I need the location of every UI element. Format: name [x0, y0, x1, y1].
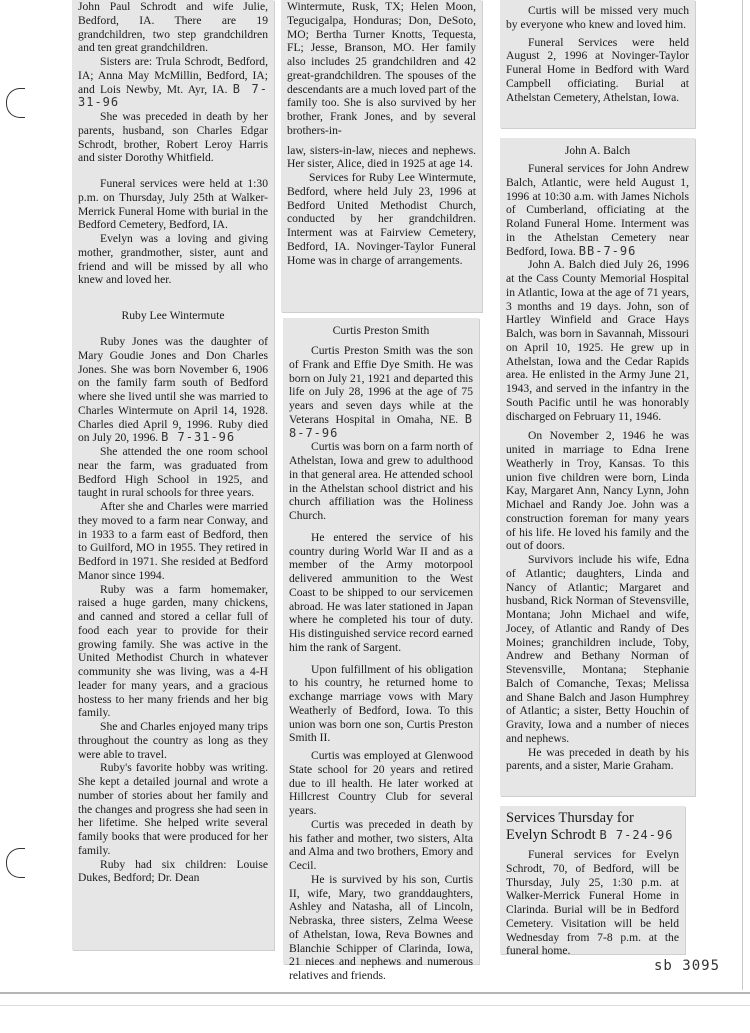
paragraph: Wintermute, Rusk, TX; Helen Moon, Tegucigalpa, Honduras; Don, DeSoto, MO; Bertha Turner Knotts, Tequesta, FL; Jesse, Branson, MO. Her family also includes 25 grandchildren and 42 great-grandchildren. The spouses of the descendants are a much loved part of the family too. She is also survived by her brother, Frank Jones, and by several brothers-in- [287, 0, 476, 137]
paragraph: On November 2, 1946 he was united in marriage to Edna Irene Weatherly in Troy, Kansas. To this union five children were born, Linda Kay, Margaret Ann, Nancy Lynn, John Michael and Randy Joe. John was a construction foreman for many years of his life. He loved his family and the out of doors. [506, 429, 689, 553]
paragraph: She was preceded in death by her parents, husband, son Charles Edgar Schrodt, brother, Robert Leroy Harris and sister Dorothy Whitfield. [78, 110, 268, 165]
paragraph: Evelyn was a loving and giving mother, grandmother, sister, aunt and friend and will be missed by all who knew and loved her. [78, 232, 268, 287]
obituary-heading: Ruby Lee Wintermute [121, 309, 225, 322]
handwritten-date: B 7-31-96 [161, 430, 236, 445]
clipping-evelyn-schrodt-services [500, 806, 685, 958]
paragraph: Upon fulfillment of his obligation to his country, he returned home to exchange marriage vows with Mary Weatherly of Bedford, Iowa. To this union was born one son, Curtis Preston Smith II. [289, 662, 473, 745]
paragraph: Ruby was a farm homemaker, raised a huge garden, many chickens, and canned and stored a cellar full of food each year to provide for their growing family. She was active in the United Methodist Church in whatever community she was living, was a 4-H leader for many years, and a gracious hostess to her many friends and her big family. [78, 582, 268, 720]
article-title: Services Thursday for [506, 810, 634, 826]
clipping-smith-continued [500, 0, 695, 128]
article-title-line-2: Evelyn Schrodt B 7-24-96 [506, 827, 674, 843]
handwritten-date: B 7-31-96 [78, 81, 269, 110]
paragraph: Ruby's favorite hobby was writing. She kept a detailed journal and wrote a number of stories about her family and the changes and progress she had seen in her lifetime. She helped write several family books that were produced for her family. [78, 761, 268, 857]
paragraph: law, sisters-in-law, nieces and nephews. Her sister, Alice, died in 1925 at age 14. [287, 143, 476, 171]
clipping-wintermute-continued [281, 0, 482, 312]
paragraph: She attended the one room school near the farm, was graduated from Bedford High School in 1925, and taught in rural schools for three years. [78, 445, 268, 500]
binder-hole-bottom [6, 848, 25, 878]
paragraph: Services for Ruby Lee Wintermute, Bedford, where held July 23, 1996 at Bedford United Methodist Church, conducted by her grandchildren. Interment was at Fairview Cemetery, Bedford, IA. Novinger-Taylor Funeral Home was in charge of arrangements. [287, 171, 476, 267]
paragraph: Ruby had six children: Louise Dukes, Bedford; Dr. Dean [78, 857, 268, 885]
paragraph: Funeral services were held at 1:30 p.m. on Thursday, July 25th at Walker-Merrick Funeral Home with burial in the Bedford Cemetery, Bedford, IA. [78, 177, 268, 232]
paragraph: He was preceded in death by his parents, and a sister, Marie Graham. [506, 745, 689, 773]
obituary-heading: Curtis Preston Smith [332, 324, 430, 337]
paragraph: After she and Charles were married they moved to a farm near Conway, and in 1933 to a farm east of Bedford, then to Guilford, MO in 1955. They retired in Bedford in 1971. She resided at Bedford Manor since 1994. [78, 500, 268, 582]
paragraph: He is survived by his son, Curtis II, wife, Mary, two granddaughters, Ashley and Natasha, all of Lincoln, Nebraska, three sisters, Zelma Weese of Athelstan, Iowa, Reva Bownes and Blanchie Schipper of Clarinda, Iowa, 21 nieces and nephews and numerous relatives and friends. [289, 872, 473, 982]
paragraph: Funeral services for John Andrew Balch, Atlantic, were held August 1, 1996 at 10:30 a.m. with James Nichols of Cumberland, officiating at the Roland Funeral Home. Interment was in the Athelstan Cemetery near Bedford, Iowa. BB-7-96 [506, 162, 689, 258]
paragraph: Curtis Preston Smith was the son of Frank and Effie Dye Smith. He was born on July 21, 1921 and departed this life on July 28, 1996 at the age of 75 years and seven days while at the Veterans Hospital in Omaha, NE. B 8-7-96 [289, 344, 473, 440]
page-bottom-edge [0, 992, 750, 994]
paragraph: She and Charles enjoyed many trips throughout the country as long as they were able to travel. [78, 720, 268, 761]
paragraph: John Paul Schrodt and wife Julie, Bedford, IA. There are 19 grandchildren, two step grandchildren and ten great grandchildren. [78, 0, 268, 55]
paragraph: Funeral Services were held August 2, 1996 at Novinger-Taylor Funeral Home in Bedford with Ward Campbell officiating. Burial at Athelstan Cemetery, Athelstan, Iowa. [506, 35, 689, 104]
paragraph: Ruby Jones was the daughter of Mary Goudie Jones and Don Charles Jones. She was born November 6, 1906 on the family farm south of Bedford where she lived until she was married to Charles Wintermute on April 14, 1928. Charles died April 9, 1996. Ruby died on July 20, 1996. B 7-31-96 [78, 335, 268, 445]
paragraph: Curtis was born on a farm north of Athelstan, Iowa and grew to adulthood in that general area. He attended school in the Athelstan school district and his church affiliation was the Holiness Church. [289, 440, 473, 522]
paragraph: John A. Balch died July 26, 1996 at the Cass County Memorial Hospital in Atlantic, Iowa at the age of 71 years, 3 months and 19 days. John, son of Hartley Winfield and Grace Hays Balch, was born in Savannah, Missouri on April 10, 1925. He grew up in Athelstan, Iowa and the Cedar Rapids area. He enlisted in the Army June 21, 1943, and served in the infantry in the South Pacific until he was honorably discharged on February 11, 1946. [506, 258, 689, 423]
page-right-edge [742, 0, 743, 990]
page-bottom-edge-shadow [0, 1005, 750, 1006]
handwritten-date: BB-7-96 [578, 243, 637, 258]
clipping-schrodt-wintermute [72, 0, 274, 950]
paragraph: Curtis was preceded in death by his father and mother, two sisters, Alta and Alma and two brothers, Emory and Cecil. [289, 817, 473, 872]
paragraph: Survivors include his wife, Edna of Atlantic; daughters, Linda and Nancy of Atlantic; Margaret and husband, Rick Norman of Stevensville, Montana; John Michael and wife, Jocey, of Atlantic and Randy of Des Moines; granchildren include, Toby, Andrew and Bethany Norman of Stevensville, Montana; Stephanie Balch of Comanche, Texas; Melissa and Shane Balch and Jason Humphrey of Atlantic; a sister, Betty Houchin of Gravity, Iowa and a number of nieces and nephews. [506, 553, 689, 745]
handwritten-shelfmark: sb 3095 [654, 958, 721, 974]
obituary-heading: John A. Balch [564, 144, 631, 157]
paragraph: Curtis was employed at Glenwood State school for 20 years and retired due to ill health. He later worked at Hillcrest Country Club for several years. [289, 749, 473, 817]
handwritten-date: B 7-24-96 [599, 828, 674, 842]
paragraph: Curtis will be missed very much by everyone who knew and loved him. [506, 4, 689, 31]
paragraph: Funeral services for Evelyn Schrodt, 70, of Bedford, will be Thursday, July 25, 1:30 p.m. at Walker-Merrick Funeral Home in Clarinda. Burial will be in Bedford Cemetery. Visitation will be held Wednesday from 7-8 p.m. at the funeral home. [506, 848, 679, 958]
handwritten-date: B 8-7-96 [289, 411, 473, 440]
paragraph: Sisters are: Trula Schrodt, Bedford, IA; Anna May McMillin, Bedford, IA; and Lois Newby, Mt. Ayr, IA. B 7-31-96 [78, 55, 269, 110]
clipping-john-balch [500, 138, 695, 796]
clipping-curtis-preston-smith [283, 318, 479, 982]
binder-hole-top [6, 88, 25, 118]
paragraph: He entered the service of his country during World War II and as a member of the Army motorpool delivered ammunition to the West Coast to be shipped to our servicemen abroad. He was later stationed in Japan where he completed his tour of duty. His distinguished service record earned him the rank of Sargent. [289, 530, 473, 654]
